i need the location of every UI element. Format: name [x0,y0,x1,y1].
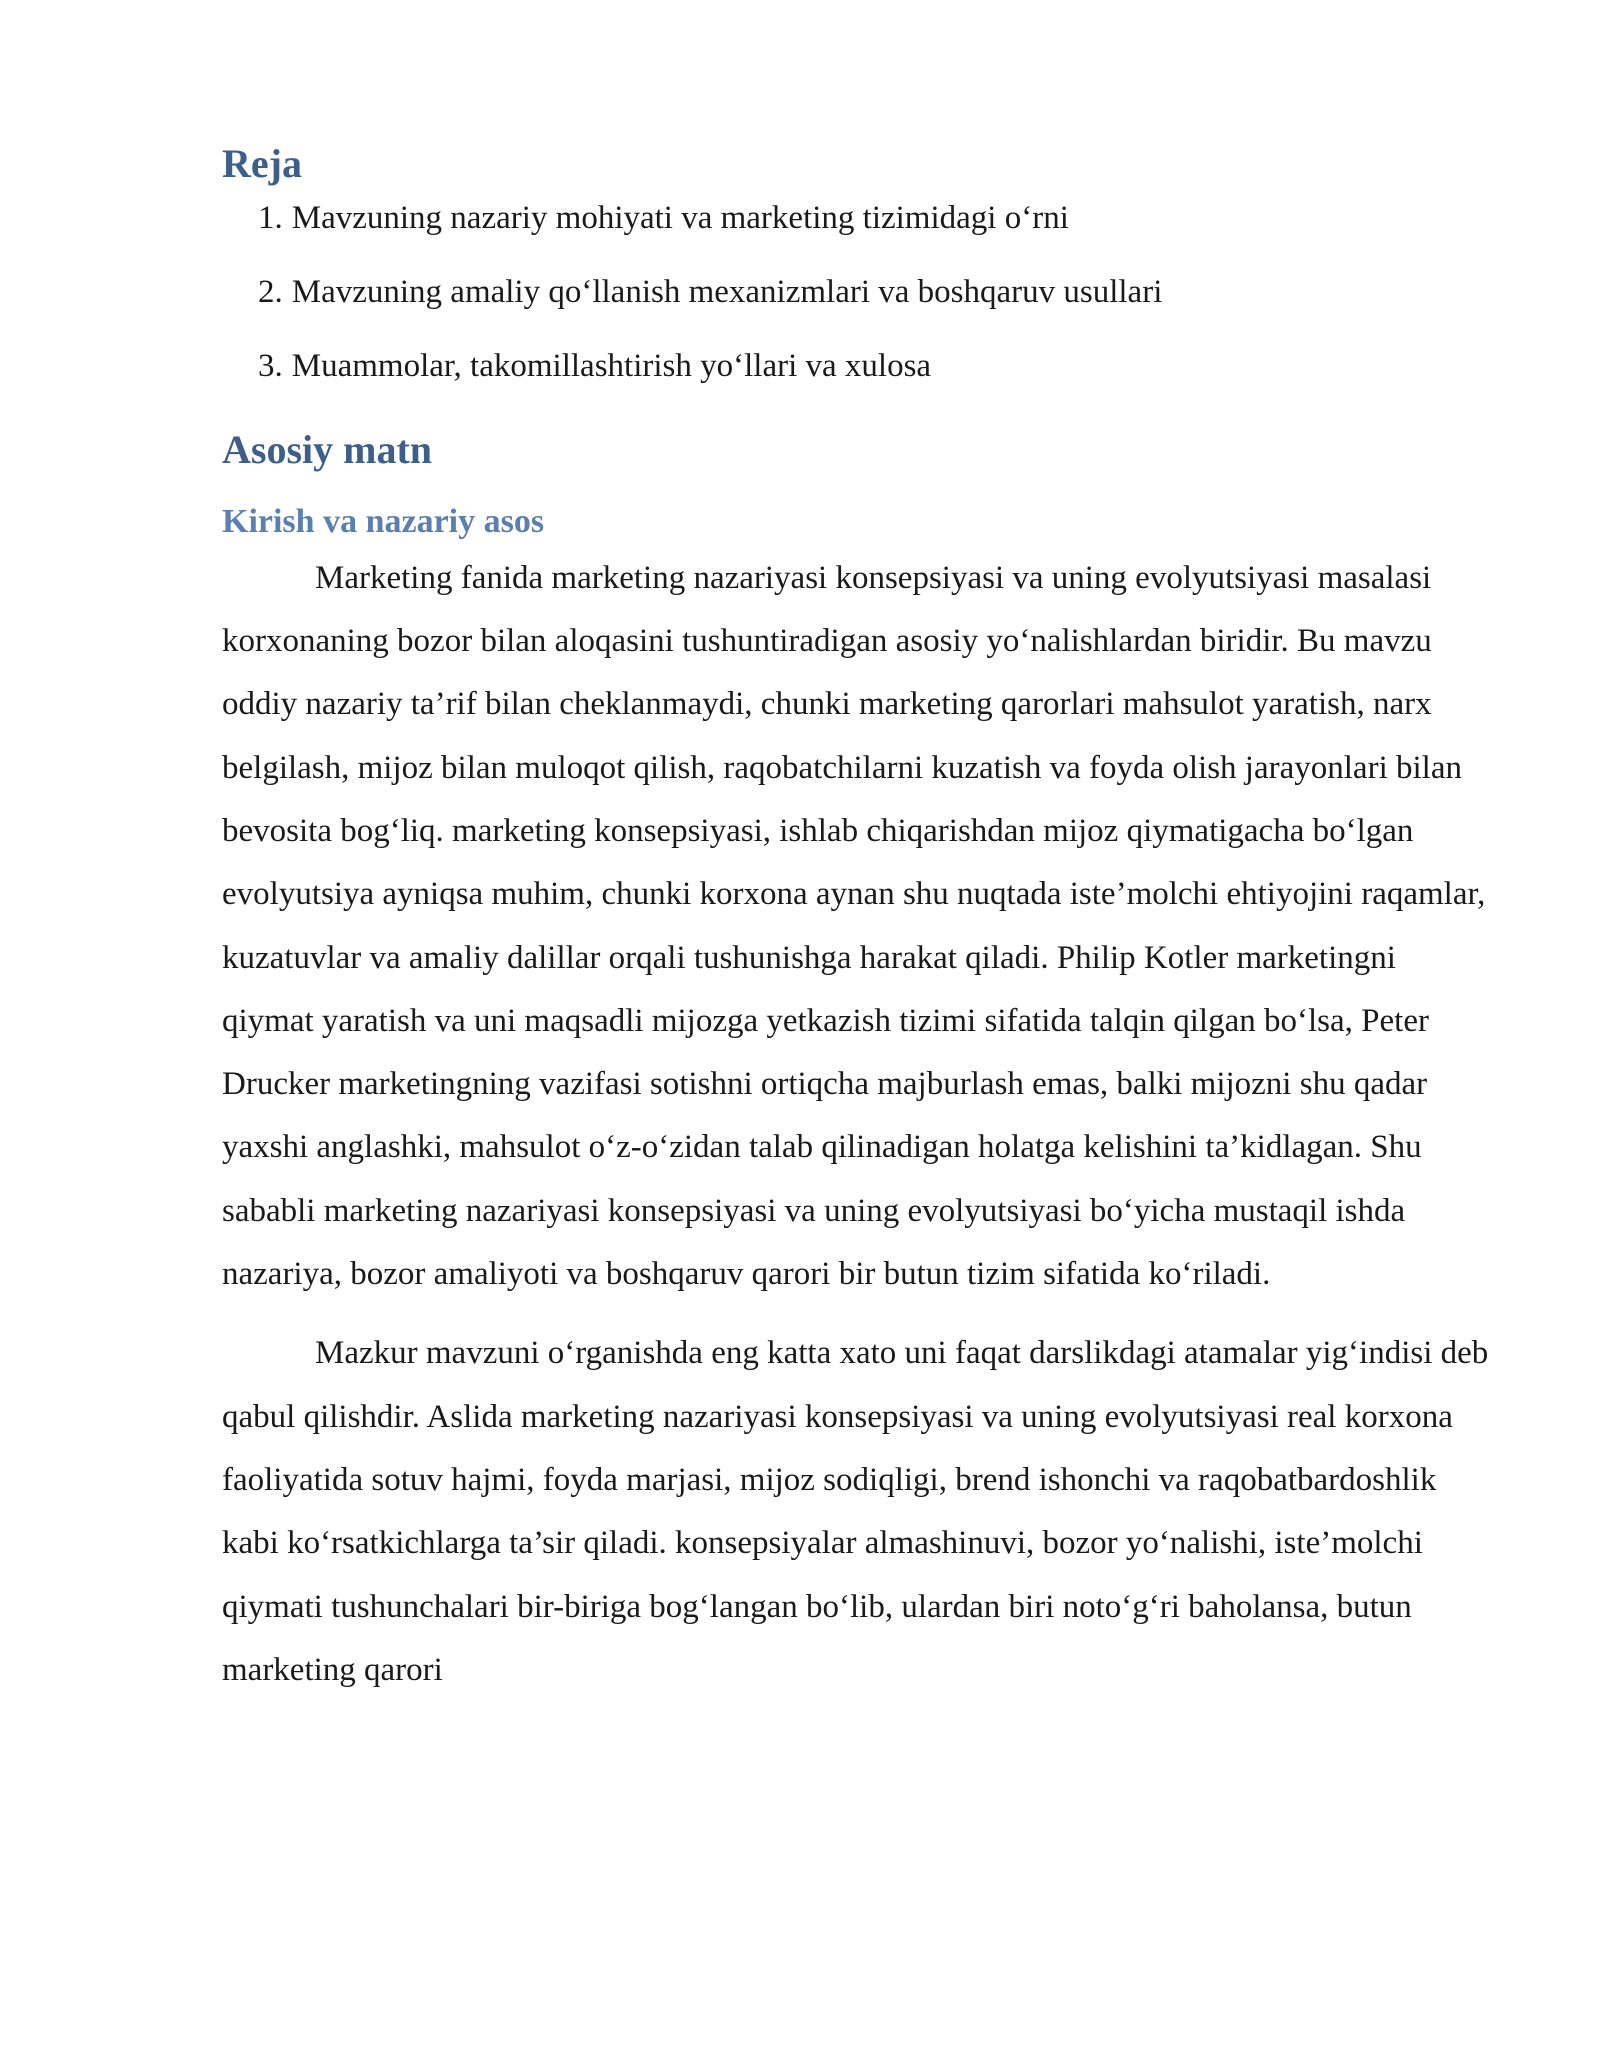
plan-item-number: 2. [258,274,283,310]
plan-item [222,346,1492,386]
section-heading: Kirish va nazariy asos [222,503,545,540]
body-paragraph: Mazkur mavzuni o‘rganishda eng katta xato uni faqat darslikdagi atamalar yig‘indisi deb qabul qilishdir. Aslida marketing nazariyasi konsepsiyasi va uning evolyutsiyasi real korxona faoliyatida sotuv hajmi, foyda marjasi, mijoz sodiqligi, brend ishonchi va raqobatbardoshlik kabi ko‘rsatkichlarga ta’sir qiladi. konsepsiyalar almashinuvi, bozor yo‘nalishi, iste’molchi qiymati tushunchalari bir-biriga bog‘langan bo‘lib, ulardan biri noto‘g‘ri baholansa, butun marketing qarori [222,1335,1489,1688]
plan-heading: Reja [222,141,302,186]
plan-item-text: Mavzuning nazariy mohiyati va marketing tizimidagi o‘rni [291,200,1069,236]
plan-item [222,198,1492,238]
plan-list [222,198,1492,386]
plan-item-number: 1. [258,200,283,236]
plan-item [222,272,1492,312]
plan-item-text: Muammolar, takomillashtirish yo‘llari va xulosa [291,348,932,384]
plan-item-text: Mavzuning amaliy qo‘llanish mexanizmlari va boshqaruv usullari [291,274,1163,310]
plan-item-number: 3. [258,348,283,384]
main-heading: Asosiy matn [222,427,433,472]
body-paragraph: Marketing fanida marketing nazariyasi konsepsiyasi va uning evolyutsiyasi masalasi korxonaning bozor bilan aloqasini tushuntiradigan asosiy yo‘nalishlardan biridir. Bu mavzu oddiy nazariy ta’rif bilan cheklanmaydi, chunki marketing qarorlari mahsulot yaratish, narx belgilash, mijoz bilan muloqot qilish, raqobatchilarni kuzatish va foyda olish jarayonlari bilan bevosita bog‘liq. marketing konsepsiyasi, ishlab chiqarishdan mijoz qiymatigacha bo‘lgan evolyutsiya ayniqsa muhim, chunki korxona aynan shu nuqtada iste’molchi ehtiyojini raqamlar, kuzatuvlar va amaliy dalillar orqali tushunishga harakat qiladi. Philip Kotler marketingni qiymat yaratish va uni maqsadli mijozga yetkazish tizimi sifatida talqin qilgan bo‘lsa, Peter Drucker marketingning vazifasi sotishni ortiqcha majburlash emas, balki mijozni shu qadar yaxshi anglashki, mahsulot o‘z-o‘zidan talab qilinadigan holatga kelishini ta’kidlagan. Shu sababli marketing nazariyasi konsepsiyasi va uning evolyutsiyasi bo‘yicha mustaqil ishda nazariya, bozor amaliyoti va boshqaruv qarori bir butun tizim sifatida ko‘riladi. [222,559,1486,1293]
document-page [222,140,1492,1702]
